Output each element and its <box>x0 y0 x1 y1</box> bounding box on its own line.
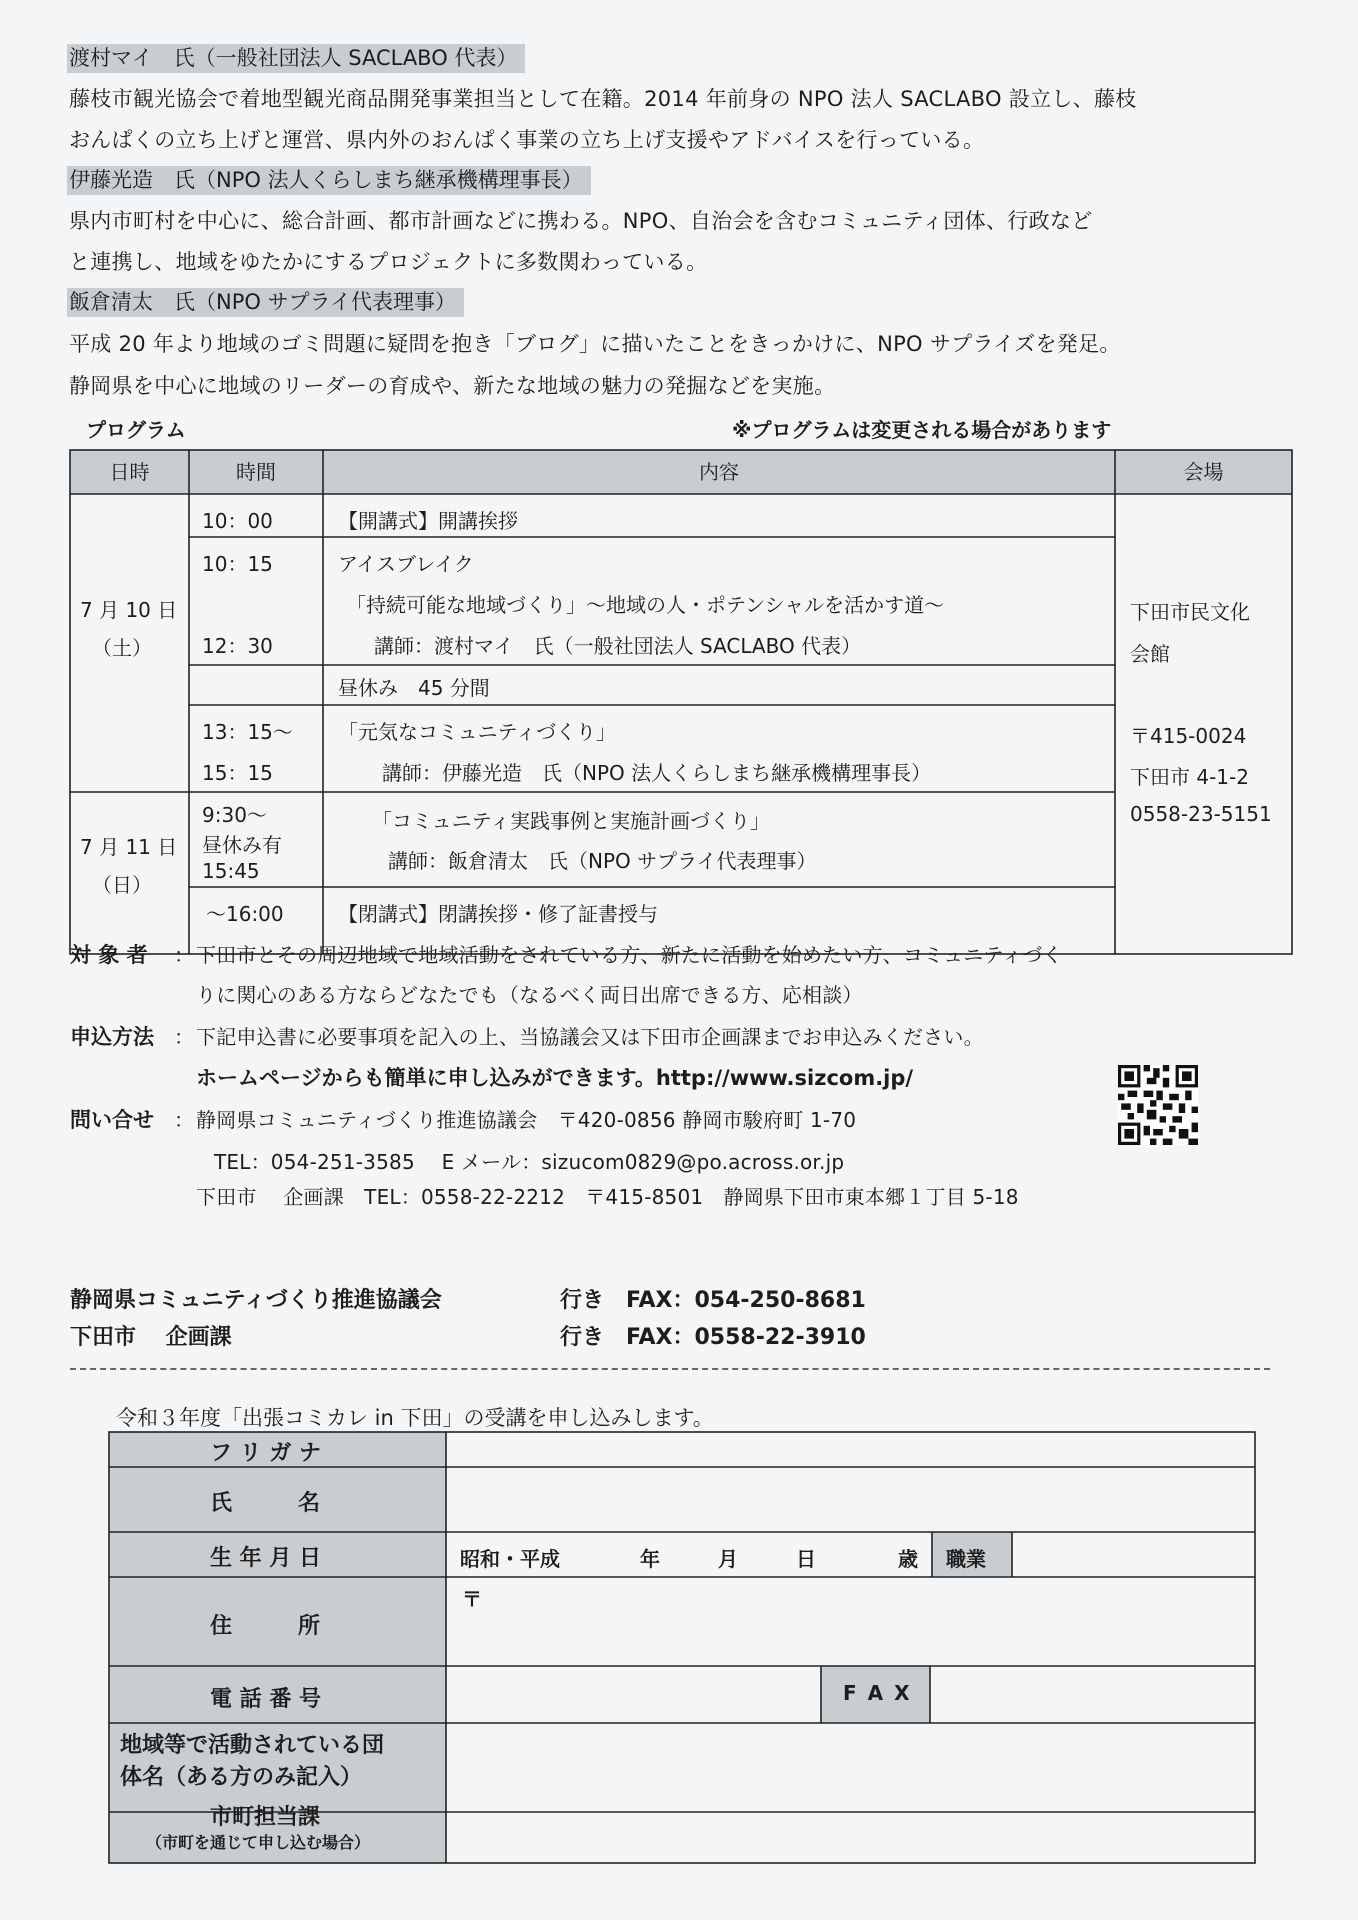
form-label-phone: 電 話 番 号 <box>210 1687 321 1712</box>
speaker-3-bio-line-2: 静岡県を中心に地域のリーダーの育成や、新たな地域の魅力の発掘などを実施。 <box>69 374 836 398</box>
form-intro: 令和３年度「出張コミカレ in 下田」の受講を申し込みします。 <box>116 1406 714 1430</box>
age-unit: 歳 <box>898 1547 918 1571</box>
target-colon: ： <box>174 943 195 967</box>
day-1-date: 7 月 10 日 <box>80 598 178 622</box>
birth-day-unit: 日 <box>796 1547 816 1571</box>
birth-month-unit: 月 <box>718 1547 738 1571</box>
row-5-time-start: 9:30～ <box>202 803 267 827</box>
speaker-1-bio-line-2: おんぱくの立ち上げと運営、県内外のおんぱく事業の立ち上げ支援やアドバイスを行っている。 <box>69 128 985 152</box>
form-label-birthdate: 生 年 月 日 <box>210 1546 321 1571</box>
row-4-content-title: 「元気なコミュニティづくり」 <box>338 720 616 744</box>
occupation-label: 職業 <box>946 1547 986 1571</box>
fax-dest-1: 行き FAX：054-250-8681 <box>560 1288 866 1313</box>
program-change-note: ※プログラムは変更される場合があります <box>732 418 1112 442</box>
row-2-content-lecturer: 講師：渡村マイ 氏（一般社団法人 SACLABO 代表） <box>374 634 862 658</box>
row-1-content: 【開講式】開講挨拶 <box>338 509 518 533</box>
apply-colon: ： <box>174 1025 195 1049</box>
venue-phone: 0558-23-5151 <box>1130 802 1272 826</box>
row-6-content: 【閉講式】閉講挨拶・修了証書授与 <box>338 902 658 926</box>
row-2-time-start: 10：15 <box>202 552 273 576</box>
fax-org-1: 静岡県コミュニティづくり推進協議会 <box>70 1288 442 1313</box>
program-title: プログラム <box>86 418 186 442</box>
day-2-date: 7 月 11 日 <box>80 835 178 859</box>
row-2-time-end: 12：30 <box>202 634 273 658</box>
venue-postal: 〒415-0024 <box>1130 724 1247 748</box>
contact-label: 問い合せ <box>70 1108 154 1132</box>
row-5-content-title: 「コミュニティ実践事例と実施計画づくり」 <box>372 809 770 833</box>
form-label-dept: 市町担当課 <box>210 1805 321 1830</box>
venue-address: 下田市 4-1-2 <box>1130 765 1249 789</box>
day-2-weekday: （日） <box>92 873 152 897</box>
row-2-content-lecture: 「持続可能な地域づくり」～地域の人・ポテンシャルを活かす道～ <box>346 593 945 617</box>
venue-name-line-1: 下田市民文化 <box>1130 600 1250 624</box>
speaker-1-bio-line-1: 藤枝市観光協会で着地型観光商品開発事業担当として在籍。2014 年前身の NPO 法人 SACLABO 設立し、藤枝 <box>69 87 1137 111</box>
occupation-field[interactable] <box>1014 1534 1253 1575</box>
dept-field[interactable] <box>448 1814 1253 1861</box>
row-5-time-end: 15:45 <box>202 859 260 883</box>
contact-line-2: TEL：054-251-3585 E メール：sizucom0829@po.across.or.jp <box>214 1150 845 1174</box>
target-label: 対 象 者 <box>70 943 148 967</box>
fax-org-2: 下田市 企画課 <box>70 1325 232 1350</box>
day-1-weekday: （土） <box>92 636 152 660</box>
contact-colon: ： <box>174 1108 195 1132</box>
header-venue: 会場 <box>1183 460 1224 484</box>
row-1-time: 10：00 <box>202 509 273 533</box>
furigana-field[interactable] <box>448 1434 1253 1465</box>
header-content: 内容 <box>699 460 739 484</box>
fax-dest-2: 行き FAX：0558-22-3910 <box>560 1325 866 1350</box>
speaker-2-bio-line-1: 県内市町村を中心に、総合計画、都市計画などに携わる。NPO、自治会を含むコミュニティ団体、行政など <box>69 209 1093 233</box>
speaker-2-name: 伊藤光造 氏（NPO 法人くらしまち継承機構理事長） <box>67 166 591 195</box>
birth-year-unit: 年 <box>640 1547 660 1571</box>
apply-label: 申込方法 <box>70 1025 154 1049</box>
web-apply-text[interactable]: ホームページからも簡単に申し込みができます。http://www.sizcom.jp/ <box>196 1066 914 1090</box>
venue-name-line-2: 会館 <box>1130 642 1170 666</box>
target-text-line-1: 下田市とその周辺地域で地域活動をされている方、新たに活動を始めたい方、コミュニティづく <box>196 943 1063 967</box>
postal-mark: 〒 <box>462 1587 482 1611</box>
fax-field[interactable] <box>932 1668 1253 1721</box>
row-5-time-note: 昼休み有 <box>202 833 282 857</box>
speaker-1-name: 渡村マイ 氏（一般社団法人 SACLABO 代表） <box>67 44 525 73</box>
header-time: 時間 <box>236 460 276 484</box>
row-4-time-start: 13：15～ <box>202 720 293 744</box>
form-label-group-line-1: 地域等で活動されている団 <box>120 1733 385 1758</box>
group-name-field[interactable] <box>448 1725 1253 1810</box>
form-label-address: 住 所 <box>210 1614 321 1639</box>
row-4-time-end: 15：15 <box>202 761 273 785</box>
form-label-name: 氏 名 <box>210 1491 321 1516</box>
apply-text: 下記申込書に必要事項を記入の上、当協議会又は下田市企画課までお申込みください。 <box>196 1025 984 1049</box>
row-5-content-lecturer: 講師：飯倉清太 氏（NPO サプライ代表理事） <box>388 849 817 873</box>
form-label-furigana: フ リ ガ ナ <box>210 1441 321 1466</box>
name-field[interactable] <box>448 1469 1253 1530</box>
row-3-content: 昼休み 45 分間 <box>338 676 490 700</box>
header-date: 日時 <box>109 460 150 484</box>
row-4-content-lecturer: 講師：伊藤光造 氏（NPO 法人くらしまち継承機構理事長） <box>382 761 932 785</box>
phone-field[interactable] <box>448 1668 819 1721</box>
address-field[interactable] <box>448 1579 1253 1664</box>
row-6-time: ～16:00 <box>206 902 284 926</box>
form-label-group-line-2: 体名（ある方のみ記入） <box>120 1765 363 1790</box>
speaker-3-bio-line-1: 平成 20 年より地域のゴミ問題に疑問を抱き「ブログ」に描いたことをきっかけに、NPO サプライズを発足。 <box>69 332 1121 356</box>
speaker-2-bio-line-2: と連携し、地域をゆたかにするプロジェクトに多数関わっている。 <box>69 250 708 274</box>
speaker-3-name: 飯倉清太 氏（NPO サプライ代表理事） <box>67 288 464 317</box>
row-2-content-icebreak: アイスブレイク <box>338 552 474 576</box>
form-label-dept-note: （市町を通じて申し込む場合） <box>146 1833 371 1852</box>
contact-line-1: 静岡県コミュニティづくり推進協議会 〒420-0856 静岡市駿府町 1-70 <box>196 1108 857 1132</box>
birth-era-options[interactable]: 昭和・平成 <box>460 1547 560 1571</box>
target-text-line-2: りに関心のある方ならどなたでも（なるべく両日出席できる方、応相談） <box>196 983 863 1007</box>
fax-label: F A X <box>843 1681 912 1705</box>
contact-line-3: 下田市 企画課 TEL：0558-22-2212 〒415-8501 静岡県下田市東本郷１丁目 5-18 <box>196 1185 1019 1209</box>
